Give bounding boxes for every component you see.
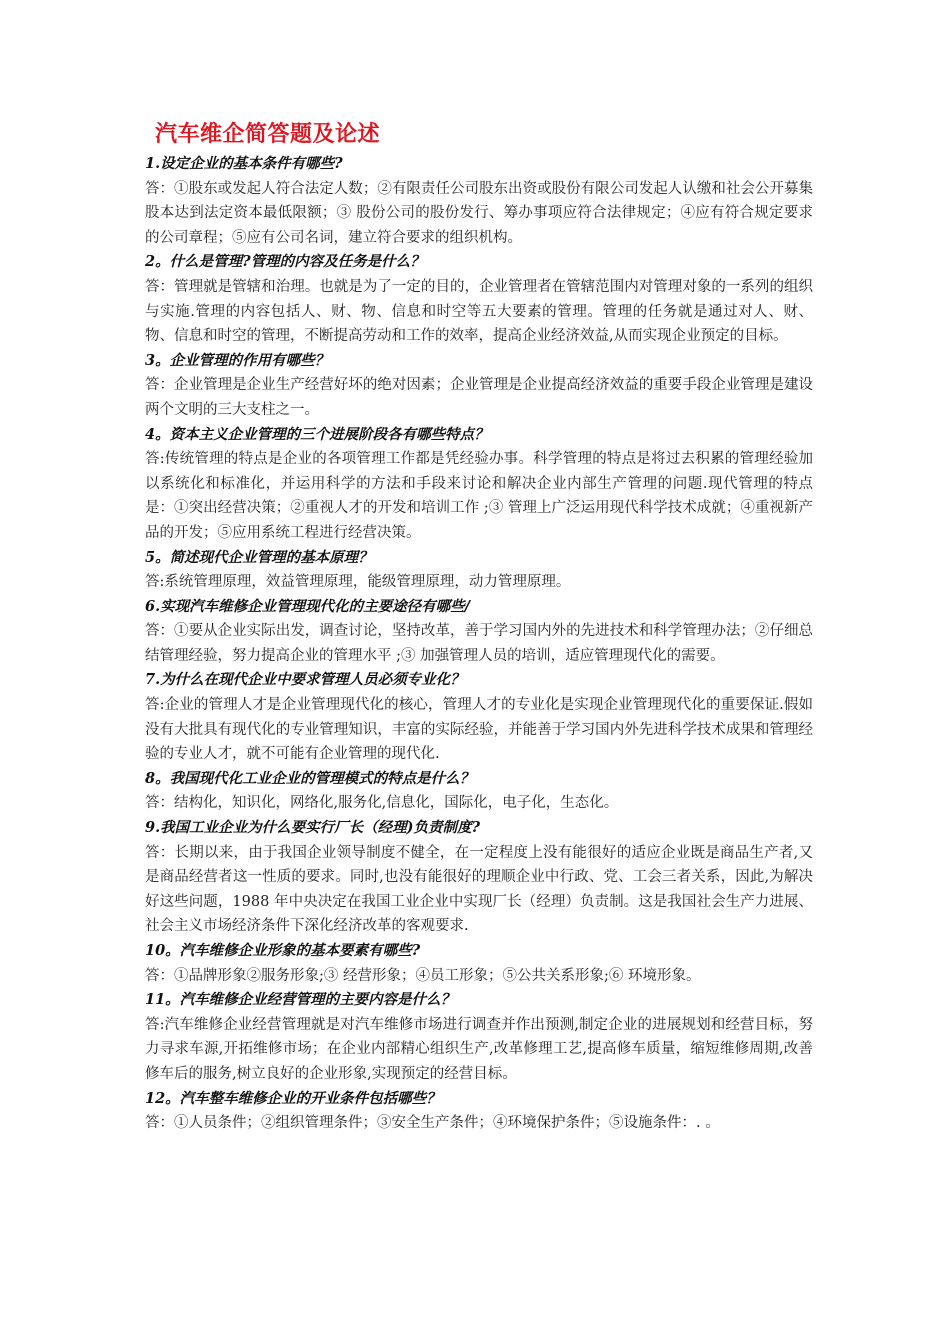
answer-6: 答：①要从企业实际出发，调查讨论，坚持改革，善于学习国内外的先进技术和科学管理办法；②仔细总结管理经验，努力提高企业的管理水平 ;③ 加强管理人员的培训，适应管理现代化的需要。 [145, 623, 813, 664]
question-9: 9.我国工业企业为什么要实行厂长（经理)负责制度? [145, 819, 480, 837]
question-2: 2。什么是管理?管理的内容及任务是什么？ [145, 253, 425, 271]
answer-3: 答：企业管理是企业生产经营好坏的绝对因素；企业管理是企业提高经济效益的重要手段企业管理是建设两个文明的三大支柱之一。 [145, 377, 813, 418]
qa-item-7 [145, 668, 813, 766]
question-5: 5。简述现代企业管理的基本原理？ [145, 548, 373, 566]
qa-item-12 [145, 1087, 813, 1136]
answer-5: 答:系统管理原理，效益管理原理，能级管理原理，动力管理原理。 [145, 574, 571, 591]
question-11: 11。汽车维修企业经营管理的主要内容是什么？ [145, 991, 456, 1009]
question-6: 6.实现汽车维修企业管理现代化的主要途径有哪些/ [145, 597, 470, 615]
qa-item-8 [145, 767, 813, 816]
question-12: 12。汽车整车维修企业的开业条件包括哪些？ [145, 1089, 441, 1107]
answer-11: 答:汽车维修企业经营管理就是对汽车维修市场进行调查并作出预测,制定企业的进展规划和经营目标，努力寻求车源,开拓维修市场；在企业内部精心组织生产,改革修理工艺,提高修车质量，缩短维修周期,改善修车后的服务,树立良好的企业形象,实现预定的经营目标。 [145, 1016, 813, 1082]
qa-item-4 [145, 423, 813, 546]
question-8: 8。我国现代化工业企业的管理模式的特点是什么？ [145, 769, 475, 787]
qa-item-5 [145, 546, 813, 595]
answer-9: 答：长期以来，由于我国企业领导制度不健全，在一定程度上没有能很好的适应企业既是商品生产者,又是商品经营者这一性质的要求。同时,也没有能很好的理顺企业中行政、党、工会三者关系，因此,为解决好这些问题，1988 年中央决定在我国工业企业中实现厂长（经理）负责制。这是我国社会生产力进展、社会主义市场经济条件下深化经济改革的客观要求. [145, 844, 813, 935]
answer-12: 答：①人员条件；②组织管理条件；③安全生产条件；④环境保护条件；⑤设施条件：. 。 [145, 1115, 720, 1132]
qa-item-11 [145, 988, 813, 1086]
answer-10: 答：①品牌形象②服务形象;③ 经营形象；④员工形象；⑤公共关系形象;⑥ 环境形象。 [145, 967, 701, 984]
question-7: 7.为什么在现代企业中要求管理人员必须专业化？ [145, 671, 465, 689]
question-4: 4。资本主义企业管理的三个进展阶段各有哪些特点？ [145, 425, 489, 443]
document-title: 汽车维企简答题及论述 [155, 122, 381, 147]
question-10: 10。汽车维修企业形象的基本要素有哪些? [145, 942, 421, 959]
document-page [145, 118, 813, 1136]
qa-item-2 [145, 250, 813, 348]
answer-2: 答：管理就是管辖和治理。也就是为了一定的目的，企业管理者在管辖范围内对管理对象的一系列的组织与实施.管理的内容包括人、财、物、信息和时空等五大要素的管理。管理的任务就是通过对人、财、物、信息和时空的管理，不断提高劳动和工作的效率，提高企业经济效益,从而实现企业预定的目标。 [145, 278, 813, 345]
answer-7: 答:企业的管理人才是企业管理现代化的核心，管理人才的专业化是实现企业管理现代化的重要保证.假如没有大批具有现代化的专业管理知识，丰富的实际经验，并能善于学习国内外先进科学技术成果和管理经验的专业人才，就不可能有企业管理的现代化. [145, 697, 813, 763]
qa-item-1 [145, 152, 813, 250]
question-1: 1.设定企业的基本条件有哪些? [145, 155, 343, 172]
qa-item-6 [145, 595, 813, 669]
qa-item-9 [145, 816, 813, 939]
answer-1: 答：①股东或发起人符合法定人数；②有限责任公司股东出资或股份有限公司发起人认缴和社会公开募集股本达到法定资本最低限额；③ 股份公司的股份发行、筹办事项应符合法律规定；④应有符合规定要求的公司章程；⑤应有公司名词，建立符合要求的组织机构。 [145, 180, 813, 246]
answer-4: 答:传统管理的特点是企业的各项管理工作都是凭经验办事。科学管理的特点是将过去积累的管理经验加以系统化和标准化，并运用科学的方法和手段来讨论和解决企业内部生产管理的问题.现代管理的特点是：①突出经营决策；②重视人才的开发和培训工作 ;③ 管理上广泛运用现代科学技术成就；④重视新产品的开发；⑤应用系统工程进行经营决策。 [145, 451, 813, 541]
qa-item-10 [145, 939, 813, 988]
answer-8: 答：结构化，知识化，网络化,服务化,信息化，国际化，电子化，生态化。 [145, 795, 619, 812]
question-3: 3。企业管理的作用有哪些？ [145, 351, 330, 369]
qa-item-3 [145, 349, 813, 423]
